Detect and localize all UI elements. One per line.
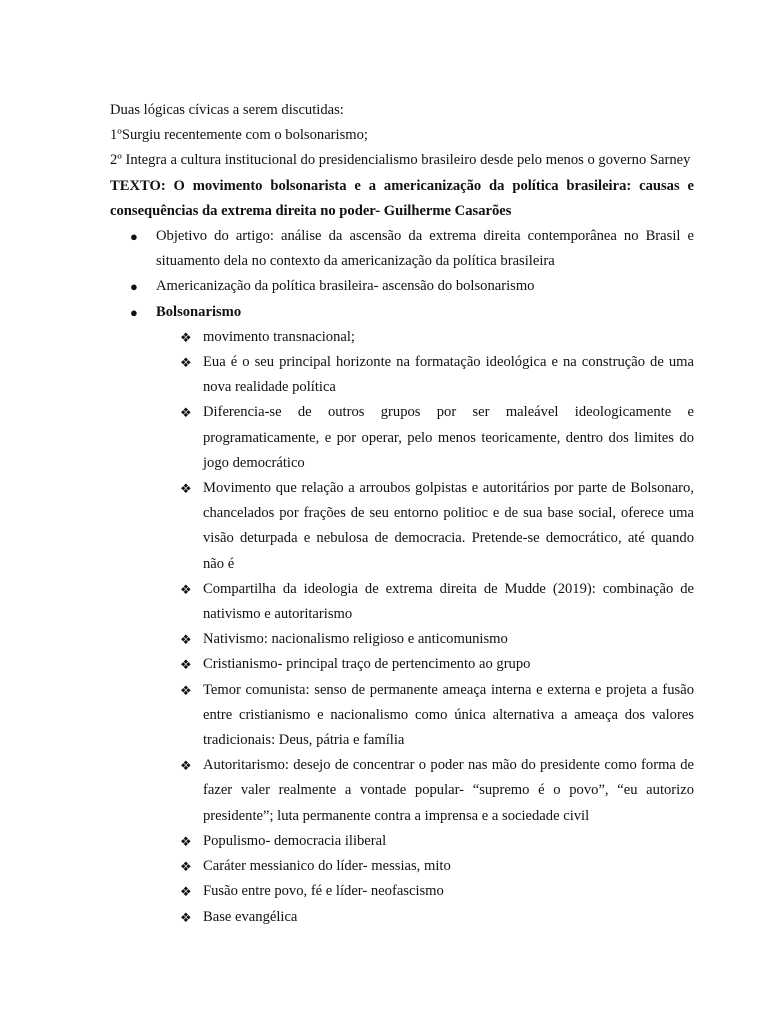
diamond-bullet-icon: ❖ (180, 355, 192, 371)
diamond-bullet-icon: ❖ (180, 632, 192, 648)
intro-line-3: 2º Integra a cultura institucional do presidencialismo brasileiro desde pelo menos o governo Sarney (110, 152, 691, 169)
main-bullet-list (110, 224, 694, 930)
sub-item-text: Eua é o seu principal horizonte na formatação ideológica e na construção de uma nova realidade política (203, 354, 694, 396)
sub-item (110, 905, 694, 930)
sub-item-text: movimento transnacional; (203, 328, 355, 345)
sub-item-text: Fusão entre povo, fé e líder- neofascismo (203, 883, 444, 900)
sub-item (110, 753, 694, 829)
diamond-bullet-icon: ❖ (180, 758, 192, 774)
bullet-dot-icon: ● (130, 279, 138, 295)
bullet-dot-icon: ● (130, 229, 138, 245)
diamond-bullet-icon: ❖ (180, 581, 192, 597)
sub-bullet-list (156, 325, 694, 930)
sub-item (110, 829, 694, 854)
sub-item (110, 325, 694, 350)
sub-item-text: Movimento que relação a arroubos golpistas e autoritários por parte de Bolsonaro, chancelados por frações de seu entorno politioc e de sua base social, oferece uma visão deturpada e nebulosa de democracia. Pretende-se democrático, até quando não é (203, 480, 694, 572)
sub-item-text: Cristianismo- principal traço de pertencimento ao grupo (203, 656, 531, 673)
diamond-bullet-icon: ❖ (180, 329, 192, 345)
intro-line-1: Duas lógicas cívicas a serem discutidas: (110, 102, 344, 118)
sub-item-text: Populismo- democracia iliberal (203, 832, 387, 849)
bullet-dot-icon: ● (130, 304, 138, 320)
diamond-bullet-icon: ❖ (180, 859, 192, 875)
diamond-bullet-icon: ❖ (180, 405, 192, 421)
sub-item-text: Compartilha da ideologia de extrema direita de Mudde (2019): combinação de nativismo e autoritarismo (203, 580, 694, 623)
sub-item (110, 400, 694, 476)
bullet-text: Bolsonarismo (156, 303, 242, 320)
bullet-text: Objetivo do artigo: análise da ascensão da extrema direita contemporânea no Brasil e situamento dela no contexto da americanização da política brasileira (156, 228, 694, 270)
sub-item-text: Nativismo: nacionalismo religioso e anticomunismo (203, 631, 508, 648)
sub-item (110, 879, 694, 904)
document-page (110, 98, 694, 930)
sub-item (110, 652, 694, 677)
text-title: TEXTO: O movimento bolsonarista e a americanização da política brasileira: causas e consequências da extrema direita no poder- Guilherme Casarões (110, 177, 694, 219)
diamond-bullet-icon: ❖ (180, 481, 192, 497)
sub-item-text: Base evangélica (203, 908, 298, 925)
intro-line-2: 1ºSurgiu recentemente com o bolsonarismo; (110, 127, 368, 144)
sub-item (110, 854, 694, 879)
sub-item (110, 678, 694, 754)
sub-item-text: Temor comunista: senso de permanente ameaça interna e externa e projeta a fusão entre cristianismo e nacionalismo como única alternativa a ameaça dos valores tradicionais: Deus, pátria e família (203, 681, 694, 749)
sub-item-text: Autoritarismo: desejo de concentrar o poder nas mão do presidente como forma de fazer valer realmente a vontade popular- “supremo é o povo”, “eu autorizo presidente”; luta permanente contra a imprensa e a sociedade civil (203, 757, 694, 824)
sub-item-text: Caráter messianico do líder- messias, mito (203, 858, 451, 875)
bullet-text: Americanização da política brasileira- ascensão do bolsonarismo (156, 278, 535, 295)
sub-item (110, 350, 694, 400)
diamond-bullet-icon: ❖ (180, 682, 192, 698)
diamond-bullet-icon: ❖ (180, 884, 192, 900)
diamond-bullet-icon: ❖ (180, 657, 192, 673)
bullet-americanization (110, 274, 694, 299)
sub-item-text: Diferencia-se de outros grupos por ser maleável ideologicamente e programaticamente, e por operar, pelo menos teoricamente, dentro dos limites do jogo democrático (203, 404, 694, 471)
bullet-bolsonarismo (110, 300, 694, 930)
bullet-objective (110, 224, 694, 274)
sub-item (110, 476, 694, 577)
diamond-bullet-icon: ❖ (180, 909, 192, 925)
diamond-bullet-icon: ❖ (180, 833, 192, 849)
sub-item (110, 627, 694, 652)
sub-item (110, 577, 694, 627)
